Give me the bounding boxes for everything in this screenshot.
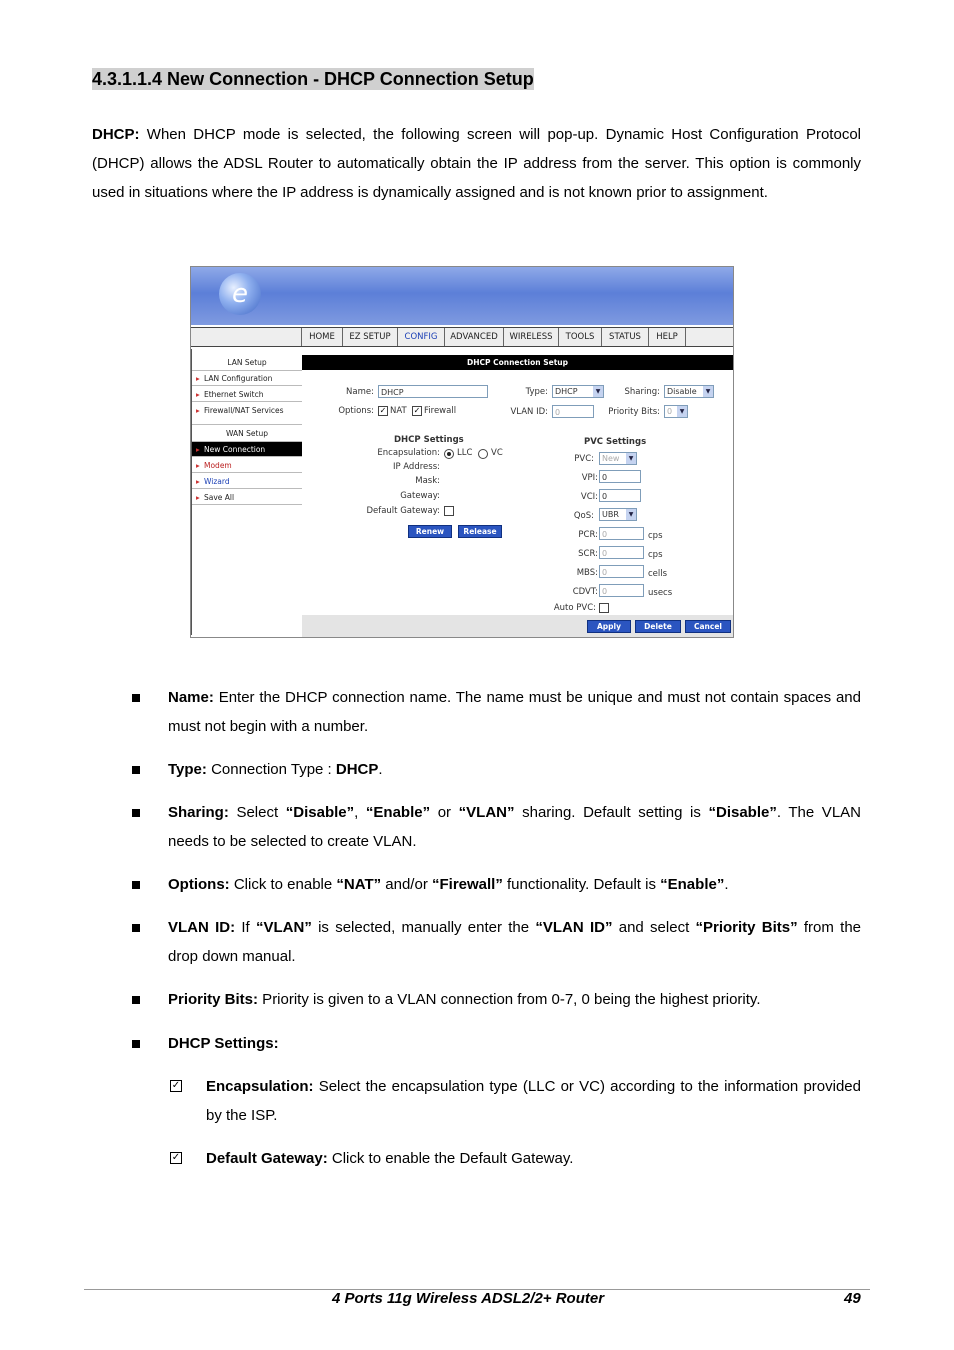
pcr-unit: cps <box>648 531 663 541</box>
bullet-lead: Priority Bits: <box>168 991 259 1008</box>
cdvt-unit: usecs <box>648 588 673 598</box>
top-nav <box>191 327 733 347</box>
square-bullet-icon <box>132 809 140 817</box>
panel-title: DHCP Connection Setup <box>302 355 733 370</box>
pvc-label: PVC: <box>574 454 594 464</box>
vc-label: VC <box>491 448 503 458</box>
bullet-text: If <box>235 919 256 936</box>
sidebar-item-wizard[interactable]: ▸ Wizard <box>192 474 302 489</box>
bullet-text: Priority is given to a VLAN connection from 0-7, 0 being the highest priority. <box>258 991 761 1008</box>
sidebar-item-save-all[interactable]: ▸ Save All <box>192 490 302 505</box>
vci-input[interactable]: 0 <box>599 489 641 502</box>
priority-bits-value: 0 <box>667 407 673 416</box>
llc-label: LLC <box>457 448 473 458</box>
bullet-lead: VLAN ID: <box>168 919 236 936</box>
llc-radio[interactable] <box>444 449 454 459</box>
pcr-label: PCR: <box>578 530 598 540</box>
priority-bits-select[interactable] <box>664 405 688 418</box>
bullet-text: Connection Type : <box>206 761 336 778</box>
bullet-bold: “Disable” <box>708 804 777 821</box>
nav-help[interactable]: HELP <box>648 328 686 346</box>
delete-button[interactable]: Delete <box>635 620 681 633</box>
bullet-lead: DHCP Settings: <box>168 1035 279 1052</box>
scr-unit: cps <box>648 550 663 560</box>
chevron-down-icon: ▼ <box>593 386 603 397</box>
square-bullet-icon <box>132 1040 140 1048</box>
mask-label: Mask: <box>415 476 440 486</box>
intro-lead: DHCP: <box>92 126 140 143</box>
options-label: Options: <box>338 406 374 416</box>
bullet-lead: Sharing: <box>168 804 229 821</box>
bullet-text: and/or <box>381 876 432 893</box>
sidebar-item-ethernet-switch[interactable]: ▸ Ethernet Switch <box>192 387 302 402</box>
bullet-bold: DHCP <box>335 761 379 778</box>
bullet-bold: “Disable” <box>285 804 355 821</box>
qos-value: UBR <box>602 510 619 519</box>
bullet-text: or <box>430 804 459 821</box>
square-bullet-icon <box>132 881 140 889</box>
bullet-bold: “VLAN ID” <box>535 919 613 936</box>
release-button[interactable]: Release <box>458 525 502 538</box>
bullet-text: . <box>724 876 729 893</box>
vci-label: VCI: <box>580 492 598 502</box>
bullet-bold: “Priority Bits” <box>695 919 798 936</box>
checkbox-bullet-icon: ✓ <box>171 1152 181 1163</box>
vpi-label: VPI: <box>581 473 598 483</box>
encapsulation-label: Encapsulation: <box>377 448 440 458</box>
button-bar <box>302 615 733 637</box>
nav-config[interactable]: CONFIG <box>397 328 444 346</box>
logo-icon: e <box>219 273 261 315</box>
sidebar-wan-header: WAN Setup <box>192 426 302 442</box>
bullet-text: . The VLAN needs to be selected to create VLAN. <box>168 804 861 850</box>
square-bullet-icon <box>132 996 140 1004</box>
bullet-text: is selected, manually enter the <box>311 919 536 936</box>
bullet-text: Click to enable <box>229 876 337 893</box>
chevron-down-icon: ▼ <box>626 453 636 464</box>
renew-button[interactable]: Renew <box>408 525 452 538</box>
type-label: Type: <box>525 387 548 397</box>
pvc-settings-heading: PVC Settings <box>584 437 647 447</box>
sidebar-item-lan-config[interactable]: ▸ LAN Configuration <box>192 371 302 386</box>
square-bullet-icon <box>132 924 140 932</box>
main-panel <box>302 349 733 637</box>
pvc-value: New <box>602 454 620 463</box>
cancel-button[interactable]: Cancel <box>685 620 731 633</box>
nav-ez-setup[interactable]: EZ SETUP <box>342 328 397 346</box>
intro-paragraph <box>92 120 861 207</box>
nav-advanced[interactable]: ADVANCED <box>444 328 503 346</box>
gateway-label: Gateway: <box>400 491 440 501</box>
auto-pvc-checkbox[interactable] <box>599 603 609 613</box>
name-label: Name: <box>346 387 374 397</box>
footer-title: 4 Ports 11g Wireless ADSL2/2+ Router <box>332 1290 605 1307</box>
mbs-unit: cells <box>648 569 668 579</box>
apply-button[interactable]: Apply <box>587 620 631 633</box>
subbullet-text: Select the encapsulation type (LLC or VC) according to the information provided by the ISP. <box>206 1078 861 1124</box>
bullet-bold: “Enable” <box>365 804 431 821</box>
default-gateway-checkbox[interactable] <box>444 506 454 516</box>
intro-text: When DHCP mode is selected, the following screen will pop-up. Dynamic Host Configuration Protocol (DHCP) allows the ADSL Router to automatically obtain the IP address from the server. This option is commonly used in situations where the IP address is dynamically assigned and is not known prior to assignment. <box>92 126 861 201</box>
sidebar-item-firewall[interactable]: ▸ Firewall/NAT Services <box>192 403 302 425</box>
vc-radio[interactable] <box>478 449 488 459</box>
router-screenshot <box>190 266 734 638</box>
bullet-text: and select <box>612 919 696 936</box>
chevron-down-icon: ▼ <box>677 406 687 417</box>
cdvt-label: CDVT: <box>572 587 598 597</box>
section-heading: 4.3.1.1.4 New Connection - DHCP Connection Setup <box>92 69 534 89</box>
bullet-bold: “Enable” <box>660 876 725 893</box>
square-bullet-icon <box>132 694 140 702</box>
nat-label: NAT <box>390 406 407 416</box>
footer-page-number: 49 <box>844 1290 861 1307</box>
ip-address-label: IP Address: <box>392 462 440 472</box>
sidebar <box>191 349 303 635</box>
bullet-bold: “Firewall” <box>431 876 503 893</box>
bullet-text: from the drop down manual. <box>168 919 862 965</box>
scr-label: SCR: <box>578 549 598 559</box>
banner <box>191 267 733 325</box>
sidebar-item-modem[interactable]: ▸ Modem <box>192 458 302 473</box>
bullet-bold: “VLAN” <box>458 804 515 821</box>
firewall-checkbox[interactable]: ✓ <box>413 406 421 415</box>
firewall-label: Firewall <box>424 406 457 416</box>
vlan-id-input[interactable]: 0 <box>552 405 594 418</box>
qos-select[interactable] <box>599 508 637 521</box>
nat-checkbox[interactable]: ✓ <box>379 406 387 415</box>
sharing-label: Sharing: <box>624 387 660 397</box>
mbs-input[interactable]: 0 <box>599 565 644 578</box>
chevron-down-icon: ▼ <box>626 509 636 520</box>
name-input[interactable]: DHCP <box>378 385 488 398</box>
dhcp-settings-heading: DHCP Settings <box>394 435 464 445</box>
subbullet-lead: Encapsulation: <box>206 1078 314 1095</box>
sidebar-lan-header: LAN Setup <box>192 355 302 371</box>
pcr-input[interactable]: 0 <box>599 527 644 540</box>
bullet-text: Enter the DHCP connection name. The name must be unique and must not contain spaces and must not begin with a number. <box>168 689 861 735</box>
type-select[interactable] <box>552 385 604 398</box>
bullet-bold: “VLAN” <box>255 919 312 936</box>
bullet-text: , <box>354 804 366 821</box>
default-gateway-label: Default Gateway: <box>366 506 440 516</box>
nav-wireless[interactable]: WIRELESS <box>503 328 558 346</box>
bullet-lead: Name: <box>168 689 214 706</box>
scr-input[interactable]: 0 <box>599 546 644 559</box>
sharing-value: Disable <box>667 387 697 396</box>
vlan-id-label: VLAN ID: <box>510 407 548 417</box>
cdvt-input[interactable]: 0 <box>599 584 644 597</box>
vpi-input[interactable]: 0 <box>599 470 641 483</box>
nav-home[interactable]: HOME <box>301 328 342 346</box>
bullet-lead: Type: <box>168 761 207 778</box>
bullet-bold: “NAT” <box>336 876 382 893</box>
nav-tools[interactable]: TOOLS <box>558 328 601 346</box>
sharing-select[interactable] <box>664 385 714 398</box>
bullet-text: . <box>378 761 383 778</box>
bullet-text: functionality. Default is <box>502 876 661 893</box>
priority-bits-label: Priority Bits: <box>608 407 660 417</box>
qos-label: QoS: <box>573 511 594 521</box>
subbullet-lead: Default Gateway: <box>206 1150 328 1167</box>
square-bullet-icon <box>132 766 140 774</box>
bullet-text: sharing. Default setting is <box>514 804 709 821</box>
sidebar-item-new-connection[interactable]: ▸ New Connection <box>192 442 302 457</box>
bullet-lead: Options: <box>168 876 230 893</box>
nav-status[interactable]: STATUS <box>601 328 648 346</box>
auto-pvc-label: Auto PVC: <box>553 603 596 613</box>
checkbox-bullet-icon: ✓ <box>171 1080 181 1091</box>
bullet-text: Select <box>228 804 286 821</box>
chevron-down-icon: ▼ <box>703 386 713 397</box>
subbullet-text: Click to enable the Default Gateway. <box>327 1150 574 1167</box>
type-value: DHCP <box>555 387 578 396</box>
mbs-label: MBS: <box>576 568 598 578</box>
pvc-select[interactable] <box>599 452 637 465</box>
